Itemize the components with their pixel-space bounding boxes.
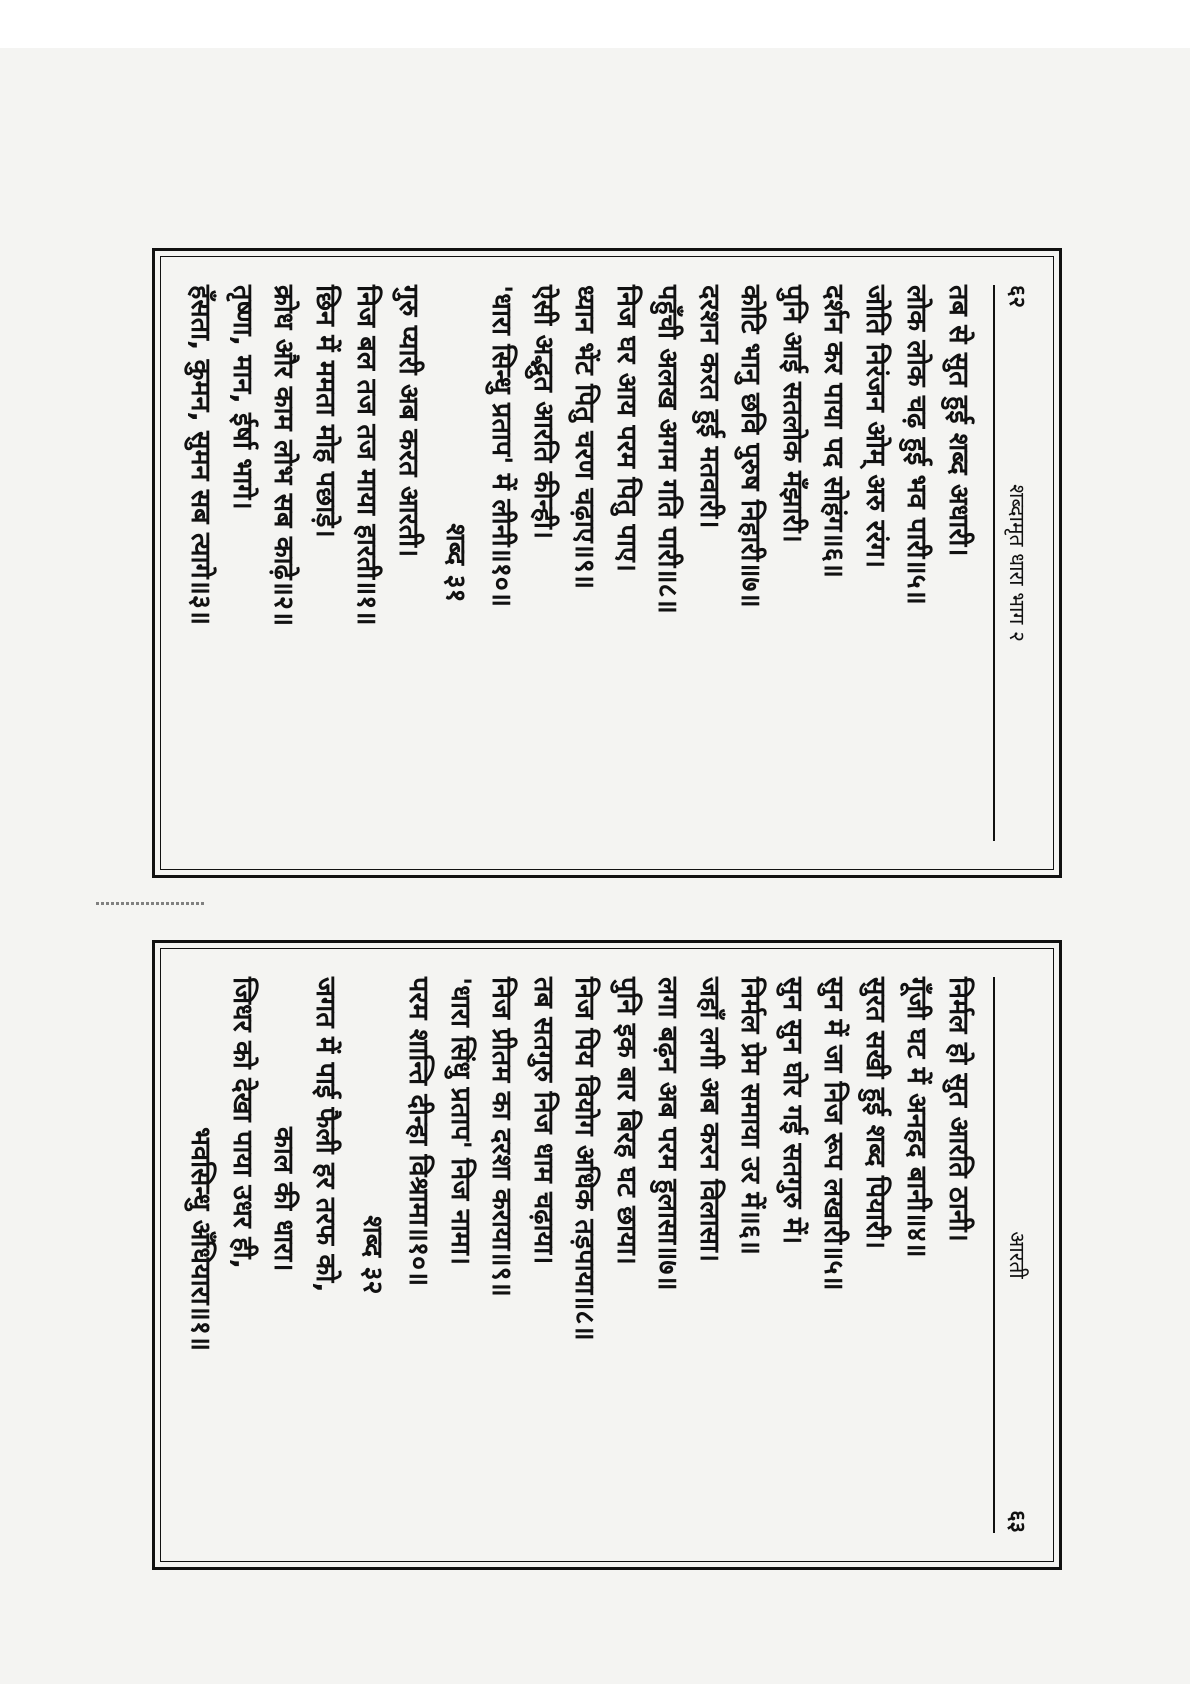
left-running-title: शब्दामृत धारा भाग २ [1005,484,1029,642]
verse-line: लोक लोक चढ़ हुई भव पारी॥५॥ [901,285,933,605]
verse-line: छिन में ममता मोह पछाड़े। [310,285,341,538]
verse-line: क्रोध और काम लोभ सब काढ़े॥२॥ [268,285,300,627]
verse-line: सुरत सखी हुई शब्द पियारी। [860,977,891,1250]
right-page-number: ६३ [1004,1510,1029,1533]
scan-top-margin [0,0,1190,48]
verse-line: गूँजी घट में अनहद बानी॥४॥ [901,977,933,1258]
verse-line: सुन सुन घोर गई सतगुरु में। [777,977,808,1245]
verse-line: निज प्रीतम का दरशा कराया॥९॥ [486,977,518,1297]
verse-line: पहुँची अलख अगम गति पारी॥८॥ [652,285,684,614]
verse-line: ध्यान भेंट पितु चरण चढ़ाए॥९॥ [569,285,601,590]
verse-line: निज बल तज तज माया हारती॥१॥ [351,285,383,626]
right-section-title: शब्द ३२ [357,1215,388,1295]
left-section-title: शब्द ३१ [440,523,471,603]
verse-line: दर्शन कर पाया पद सोहंग॥६॥ [818,285,850,578]
verse-line: निर्मल हो सुत आरति ठानी। [943,977,974,1242]
verse-line: जहाँ लगी अब करन विलासा। [694,977,725,1263]
left-running-head [993,285,1039,841]
right-verses-a [398,977,979,1533]
verse-line: जोति निरंजन ओम् अरु ररंग। [860,285,891,569]
verse-line: भवसिन्धु अँधियारा॥१॥ [185,1127,217,1352]
right-running-title: आरती [1005,1231,1029,1279]
verse-line: सुन में जा निज रूप लखारी॥५॥ [818,977,850,1291]
verse-line: 'धारा सिन्धु प्रताप' में लीनी॥१०॥ [486,285,518,608]
verse-line: काल की धारा। [268,1127,300,1272]
binding-gutter-mark [96,902,206,905]
verse-line: लगा बढ़न अब परम हुलासा॥७॥ [652,977,684,1291]
verse-line: निज घर आय परम पितु पाए। [611,285,642,573]
verse-line: गुरु प्यारी अब करत आरती। [393,285,424,558]
verse-line: 'धारा सिंधु प्रताप' निज नामा। [445,977,476,1266]
verse-line: तृष्णा, मान, ईर्षा भागे। [227,285,258,510]
verse-line: पुनि इक बार बिरह घट छाया। [611,977,642,1265]
verse-line: जिधर को देखा पाया उधर ही, [227,977,258,1269]
right-verses-b [180,977,346,1533]
left-page-number: ६२ [1004,285,1029,308]
verse-line: जगत में पाई फैली हर तरफ को, [310,977,341,1293]
verse-line: हँसता, कुमन, सुमन सब त्यागे॥३॥ [185,285,217,626]
verse-line: परम शान्ति दीन्हा विश्रामा॥१०॥ [403,977,435,1287]
left-verses-b [180,285,429,841]
verse-line: कोटि भानु छवि पुरुष निहारी॥७॥ [735,285,767,608]
left-page [152,248,1062,878]
verse-line: ऐसी अद्भुत आरति कीन्ही। [528,285,559,540]
right-page [152,940,1062,1570]
verse-line: निर्मल प्रेम समाया उर में॥६॥ [735,977,767,1255]
verse-line: तब सतगुरु निज धाम चढ़ाया। [528,977,559,1265]
verse-line: निज पिय वियोग अधिक तड़पाया॥८॥ [569,977,601,1341]
left-verses-a [481,285,979,841]
right-running-head [993,977,1039,1533]
verse-line: दरशन करत हुई मतवारी। [694,285,725,529]
verse-line: तब से सुत हुई शब्द अधारी। [943,285,974,557]
verse-line: पुनि आई सतलोक मँझारी। [777,285,808,543]
